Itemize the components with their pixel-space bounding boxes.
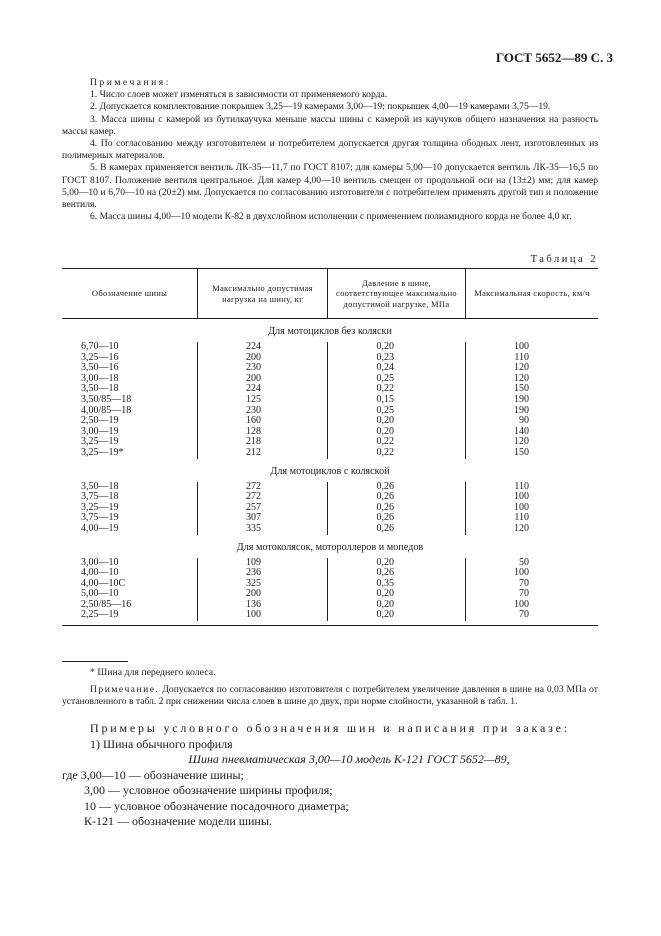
cell-designation: 3,50—16 (81, 362, 119, 374)
cell-load: 224 (246, 383, 261, 395)
cell-speed: 120 (514, 372, 529, 384)
table-column (327, 342, 465, 459)
cell-speed: 110 (514, 351, 529, 363)
table-bottom-rule (62, 625, 598, 626)
cell-speed: 100 (514, 491, 529, 503)
table-column (197, 342, 327, 459)
where-line: 3,00 — условное обозначение ширины профиля; (84, 783, 333, 797)
table-column (465, 482, 598, 535)
cell-designation: 3,50/85—18 (81, 393, 132, 405)
table-column (62, 482, 197, 535)
table-label: Таблица 2 (530, 254, 598, 265)
cell-speed: 110 (514, 480, 529, 492)
table-column (327, 558, 465, 622)
cell-load: 200 (246, 588, 261, 600)
cell-speed: 190 (514, 404, 529, 416)
cell-load: 200 (246, 372, 261, 384)
cell-speed: 140 (514, 425, 529, 437)
notes-title: Примечания: (90, 77, 171, 88)
cell-load: 325 (246, 577, 261, 589)
cell-pressure: 0,24 (376, 362, 394, 374)
cell-speed: 190 (514, 393, 529, 405)
examples-title: Примеры условного обозначения шин и написания при заказе: (90, 721, 570, 735)
cell-designation: 3,00—18 (81, 372, 119, 384)
cell-load: 136 (246, 598, 261, 610)
cell-speed: 70 (519, 577, 529, 589)
cell-designation: 2,25—19 (81, 609, 119, 621)
table-column (62, 558, 197, 622)
cell-designation: 3,00—10 (81, 556, 119, 568)
cell-speed: 120 (514, 436, 529, 448)
cell-designation: 4,00—19 (81, 522, 119, 534)
cell-speed: 100 (514, 567, 529, 579)
note-item: 1. Число слоев может изменяться в зависимости от применяемого корда. (90, 89, 388, 101)
cell-designation: 3,00—19 (81, 425, 119, 437)
cell-designation: 3,75—19 (81, 512, 119, 524)
cell-pressure: 0,26 (376, 501, 394, 513)
table-note-text: Допускается по согласованию изготовителя с потребителем увеличение давления в шине на 0,03 МПа от установленного в табл. 2 при снижении числа слоев в шине до двух, при норме слойности, указанной в табл. 1. (62, 684, 598, 708)
cell-speed: 150 (514, 383, 529, 395)
cell-load: 257 (246, 501, 261, 513)
where-line: К-121 — обозначение модели шины. (84, 814, 272, 828)
cell-speed: 70 (519, 609, 529, 621)
cell-designation: 3,50—18 (81, 383, 119, 395)
cell-designation: 3,25—19 (81, 501, 119, 513)
cell-pressure: 0,20 (376, 556, 394, 568)
table-column (62, 342, 197, 459)
cell-pressure: 0,22 (376, 436, 394, 448)
table-column (327, 482, 465, 535)
section-rows (62, 482, 598, 535)
cell-pressure: 0,26 (376, 480, 394, 492)
cell-pressure: 0,26 (376, 491, 394, 503)
cell-designation: 2,50/85—16 (81, 598, 132, 610)
column-header-pressure: Давление в шине, соответствующее максимально допустимой нагрузке, МПа (327, 269, 465, 318)
table-column (465, 342, 598, 459)
cell-designation: 4,00—10С (81, 577, 126, 589)
cell-speed: 50 (519, 556, 529, 568)
cell-load: 236 (246, 567, 261, 579)
note-item: 6. Масса шины 4,00—10 модели К-82 в двухслойном исполнении с применением полиамидного корда не более 4,0 кг. (90, 211, 572, 223)
cell-designation: 3,50—18 (81, 480, 119, 492)
cell-speed: 120 (514, 362, 529, 374)
section-rows (62, 342, 598, 459)
section-title: Для мотоциклов с коляской (270, 465, 390, 477)
cell-pressure: 0,20 (376, 415, 394, 427)
section-title: Для мотоциклов без коляски (268, 326, 392, 337)
footnote: * Шина для переднего колеса. (90, 667, 216, 678)
cell-load: 230 (246, 362, 261, 374)
notes-block (62, 77, 598, 223)
cell-speed: 100 (514, 341, 529, 352)
cell-pressure: 0,23 (376, 351, 394, 363)
cell-designation: 3,25—19* (81, 446, 124, 458)
cell-pressure: 0,25 (376, 372, 394, 384)
note-item: 4. По согласованию между изготовителем и потребителем допускается другая толщина ободных лент, изготовленных из полимерных материалов. (62, 138, 598, 162)
cell-speed: 100 (514, 501, 529, 513)
cell-pressure: 0,26 (376, 567, 394, 579)
cell-pressure: 0,26 (376, 512, 394, 524)
where-line: где 3,00—10 — обозначение шины; (62, 767, 244, 782)
cell-pressure: 0,22 (376, 383, 394, 395)
cell-speed: 100 (514, 598, 529, 610)
cell-speed: 150 (514, 446, 529, 458)
cell-load: 200 (246, 351, 261, 363)
cell-load: 100 (246, 609, 261, 621)
cell-load: 125 (246, 393, 261, 405)
table-header (62, 269, 598, 319)
cell-designation: 4,00—10 (81, 567, 119, 579)
cell-designation: 2,50—19 (81, 415, 119, 427)
cell-load: 272 (246, 480, 261, 492)
cell-designation: 5,00—10 (81, 588, 119, 600)
section-rows (62, 558, 598, 622)
tire-table (62, 268, 598, 626)
cell-speed: 70 (519, 588, 529, 600)
note-item: 2. Допускается комплектование покрышек 3,25—19 камерами 3,00—19; покрышек 4,00—19 камерами 3,75—19. (90, 101, 551, 113)
cell-load: 335 (246, 522, 261, 534)
cell-load: 212 (246, 446, 261, 458)
cell-designation: 6,70—10 (81, 341, 119, 352)
table-column (197, 482, 327, 535)
cell-pressure: 0,22 (376, 446, 394, 458)
column-header-speed: Максимальная скорость, км/ч (465, 269, 598, 318)
cell-load: 272 (246, 491, 261, 503)
example-designation: Шина пневматическая 3,00—10 модель К-121 ГОСТ 5652—89, (188, 752, 510, 766)
table-body (62, 325, 598, 626)
table-note-title: Примечание. (90, 684, 160, 695)
cell-speed: 120 (514, 522, 529, 534)
cell-load: 307 (246, 512, 261, 524)
cell-speed: 110 (514, 512, 529, 524)
cell-load: 128 (246, 425, 261, 437)
table-column (197, 558, 327, 622)
footnote-rule (62, 661, 128, 662)
table-column (465, 558, 598, 622)
cell-pressure: 0,20 (376, 598, 394, 610)
examples-subtitle: 1) Шина обычного профиля (90, 736, 233, 751)
cell-designation: 4,00/85—18 (81, 404, 132, 416)
table-note (62, 684, 598, 708)
column-header-load: Максимально допустимая нагрузка на шину, кг (197, 269, 327, 318)
cell-pressure: 0,25 (376, 404, 394, 416)
cell-pressure: 0,20 (376, 425, 394, 437)
page-header: ГОСТ 5652—89 С. 3 (495, 50, 613, 65)
note-item: 5. В камерах применяется вентиль ЛК-35—11,7 по ГОСТ 8107; для камеры 5,00—10 допускается вентиль ЛК-35—16,5 по ГОСТ 8107. Положение вентиля центральное. Для камер 4,00—10 вентиль смещен от продольной оси на (13±2) мм; для камер 5,00—10 и 6,70—10 на (20±2) мм. Допускается по согласованию изготовителя с потребителем применять другой тип и положение вентиля. (62, 162, 598, 211)
cell-load: 230 (246, 404, 261, 416)
cell-designation: 3,75—18 (81, 491, 119, 503)
cell-speed: 90 (519, 415, 529, 427)
cell-pressure: 0,20 (376, 609, 394, 621)
cell-load: 160 (246, 415, 261, 427)
section-title: Для мотоколясок, мотороллеров и мопедов (236, 541, 424, 553)
column-header-designation: Обозначение шины (91, 288, 168, 299)
note-item: 3. Масса шины с камерой из бутилкаучука меньше массы шины с камерой из каучуков общего назначения на разность массы камер. (62, 113, 598, 137)
cell-pressure: 0,15 (376, 393, 394, 405)
cell-load: 224 (246, 341, 261, 352)
cell-designation: 3,25—19 (81, 436, 119, 448)
cell-load: 218 (246, 436, 261, 448)
cell-pressure: 0,35 (376, 577, 394, 589)
cell-pressure: 0,20 (376, 341, 394, 352)
cell-load: 109 (246, 556, 261, 568)
cell-pressure: 0,20 (376, 588, 394, 600)
examples-block (62, 721, 598, 830)
cell-designation: 3,25—16 (81, 351, 119, 363)
where-line: 10 — условное обозначение посадочного диаметра; (84, 798, 349, 813)
cell-pressure: 0,26 (376, 522, 394, 534)
